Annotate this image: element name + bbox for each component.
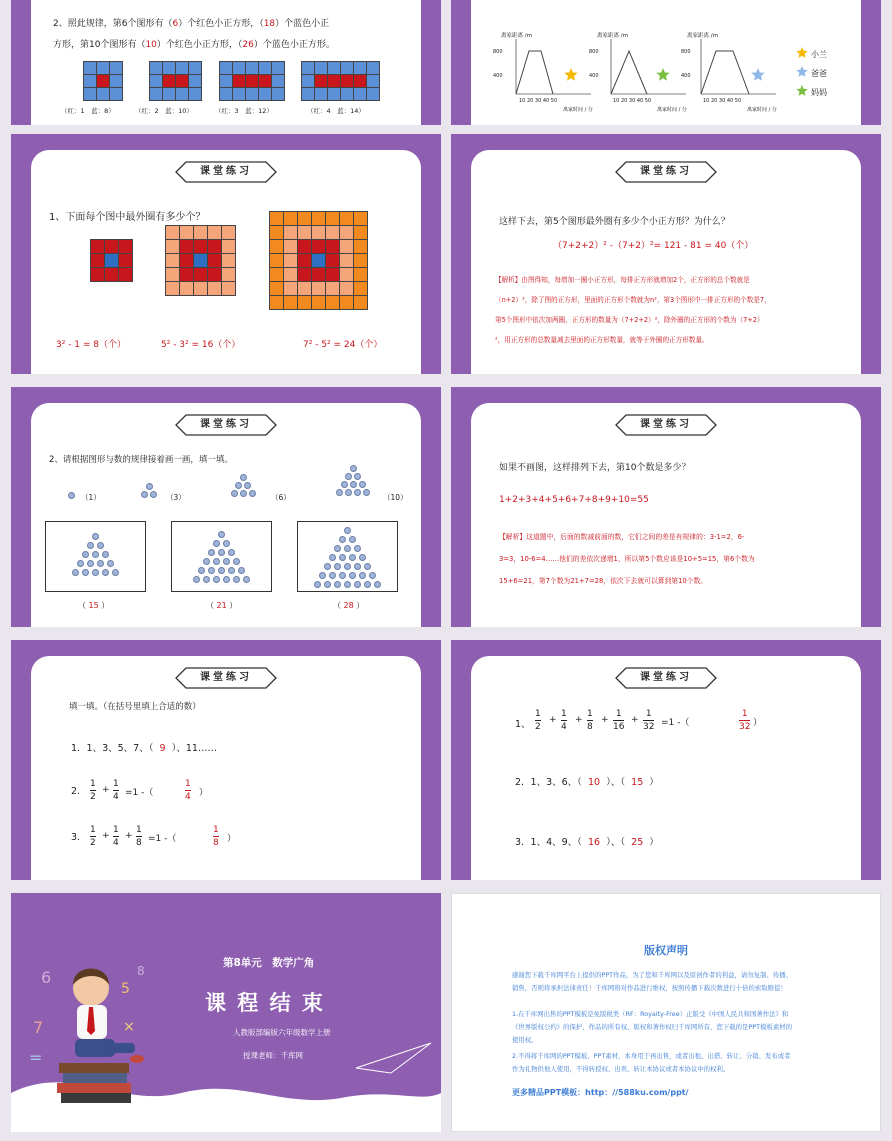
s9-teacher: 授课老师：千库网 [243,1051,303,1060]
triangle-15-dot [107,560,114,567]
triangle-28-dot [329,554,336,561]
slide-1 [11,0,441,125]
s7-eq: =1 -（ [148,834,177,844]
s10-p1-2: 销售，否则将承担法律责任！千库网将对作品进行维权，按照传播下载次数进行十倍的索取赔偿！ [512,984,787,992]
svg-text:8: 8 [137,964,145,978]
graph-2-xticks: 10 20 30 40 50 [613,98,652,104]
s8-q3: 3．1、4、9、（ 16 ）、（ 25 ） [515,837,659,848]
graph-1-ylabel: 离家距离 /m [501,33,532,39]
s5-answer-1: （ 15 ） [78,601,110,610]
s8-plus: + [631,715,639,725]
graph-1-y400: 400 [493,73,503,79]
triangle-1-dot [68,492,75,499]
triangle-15-dot [102,569,109,576]
s8-eq: =1 -（ [661,718,690,728]
triangle-15-dot [92,533,99,540]
s7-plus: + [102,785,110,795]
triangle-28-dot [334,563,341,570]
s8-section-tag [614,666,718,690]
triangle-21-dot [213,558,220,565]
s4-question: 这样下去，第5个图形最外圈有多少个小正方形？为什么？ [499,217,730,227]
triangle-28-dot [339,536,346,543]
triangle-15-dot [97,560,104,567]
graph-2-y400: 400 [589,73,599,79]
graph-3-line [701,51,749,94]
triangle-28-dot [364,563,371,570]
s7-q2-frac-2: 1 4 [113,779,119,802]
triangle-28-dot [354,545,361,552]
legend-mama: 妈妈 [811,88,827,97]
triangle-21-dot [198,567,205,574]
s8-close: ） [753,718,763,728]
s8-plus: + [575,715,583,725]
slide-7-card [31,656,421,880]
triangle-21-dot [208,567,215,574]
s10-p2-1: 1.在千库网出售的PPT模板是免版税类（RF：Royalty-Free）正版受《中国人民共和国著作法》和 [512,1010,789,1018]
graph-2-xlabel: 离家时间 / 分 [657,107,687,113]
s7-close: ） [199,788,209,798]
slide-4-card [471,150,861,374]
s5-question: 2、请根据图形与数的规律接着画一画，填一填。 [49,455,233,465]
square-figure-2 [165,225,236,296]
slide-3-card [31,150,421,374]
graph-1-y800: 800 [493,49,503,55]
s4-analysis-3: 第5个图形中依次加两圈，正方形的数量为（7+2+2）²，除外圈的正方形的个数为（7+2） [495,316,764,324]
s10-p1-1: 感谢您下载千库网平台上提供的PPT作品，为了您和千库网以及原创作者的利益，请勿复制、传播、 [512,971,793,979]
triangle-15-dot [102,551,109,558]
graph-1-star-icon [564,68,577,81]
graph-1-xticks: 10 20 30 40 50 [519,98,558,104]
graph-3-xlabel: 离家时间 / 分 [747,107,777,113]
s6-section-tag [614,413,718,437]
s1-line2: 方形，第10个图形有（10）个红色小正方形，（26）个蓝色小正方形。 [53,40,335,50]
triangle-28-dot [339,554,346,561]
triangle-6-dot [240,474,247,481]
s1-caption-4: （红：4 蓝：14） [307,107,365,115]
triangle-3-dot [146,483,153,490]
triangle-15-dot [97,542,104,549]
triangle-21-dot [233,558,240,565]
triangle-28-dot [349,536,356,543]
s7-q2-num: 2. [71,786,81,797]
s7-plus: + [102,831,110,841]
s8-plus: + [601,715,609,725]
s3-section-tag [174,160,278,184]
s6-formula: 1+2+3+4+5+6+7+8+9+10=55 [499,495,649,505]
s7-q2-answer: 1 4 [185,779,191,802]
s4-section-tag [614,160,718,184]
pattern-figure-1 [83,61,123,101]
slide-6 [451,387,881,627]
slide-2-card [471,0,861,125]
graph-3-star-icon [751,68,764,81]
graph-1-xlabel: 离家时间 / 分 [563,107,593,113]
triangle-10-dot [359,481,366,488]
triangle-28-dot [314,581,321,588]
triangle-15-dot [92,569,99,576]
slide-9 [11,893,441,1132]
triangle-10-dot [354,473,361,480]
triangle-21-dot [243,576,250,583]
s1-caption-2: （红：2 蓝：10） [135,107,193,115]
triangle-15-dot [87,560,94,567]
triangle-6-dot [235,482,242,489]
legend-baba-star-icon [796,66,807,77]
slide-4 [451,134,881,374]
triangle-28-dot [344,527,351,534]
triangle-21-dot [223,558,230,565]
slide-8-card [471,656,861,880]
graph-2-y800: 800 [589,49,599,55]
triangle-28-dot [359,554,366,561]
graph-2-ylabel: 离家距离 /m [597,33,628,39]
s10-p2-3: 使用权。 [512,1036,538,1044]
s1-caption-3: （红：3 蓝：12） [215,107,273,115]
triangle-15-dot [72,569,79,576]
triangle-28-dot [319,572,326,579]
s8-plus: + [549,715,557,725]
pattern-figure-3 [219,61,285,101]
triangle-6-dot [244,482,251,489]
s8-q1-answer: 1 32 [739,709,751,732]
triangle-21-dot [238,567,245,574]
s6-tag-label: 课堂练习 [640,419,692,430]
triangle-28-dot [344,545,351,552]
slide-6-card [471,403,861,627]
s7-q2-frac-1: 1 2 [90,779,96,802]
s7-section-tag [174,666,278,690]
slide-8 [451,640,881,880]
s10-p2-2: 《世界版权公约》的保护，作品的所有权、版权和著作权归千库网所有，您下载的是PPT模板素材的 [512,1023,793,1031]
triangle-21-dot [213,576,220,583]
s7-q3-frac-3: 1 8 [136,825,142,848]
s9-title: 课 程 结 束 [205,991,325,1015]
triangle-28-dot [344,563,351,570]
triangle-15-dot [77,560,84,567]
graph-3-y800: 800 [681,49,691,55]
triangle-28-dot [334,581,341,588]
triangle-28-dot [359,572,366,579]
s7-q3-num: 3. [71,832,81,843]
s5-label-10: （10） [383,493,408,502]
slide-7 [11,640,441,880]
s7-plus: + [125,831,133,841]
triangle-10-dot [345,473,352,480]
triangle-6-dot [240,490,247,497]
graph-2-line [611,51,647,94]
triangle-3-dot [150,491,157,498]
s8-frac-5: 1 32 [643,709,655,732]
triangle-21-dot [203,558,210,565]
triangle-6-dot [249,490,256,497]
s7-eq: =1 -（ [125,788,154,798]
s7-q1: 1．1、3、5、7、（ 9 ）、11…… [71,743,217,754]
triangle-10-dot [354,489,361,496]
legend-baba: 爸爸 [811,69,827,78]
triangle-21-dot [218,567,225,574]
legend-mama-star-icon [796,85,807,96]
triangle-10-dot [350,481,357,488]
s7-close: ） [227,834,237,844]
graph-3-y400: 400 [681,73,691,79]
s7-q3-answer: 1 8 [213,825,219,848]
s10-p3-1: 2.不得将千库网的PPT模板、PPT素材，本身用于再出售，或者出租、出借、转让、分销、发布或者 [512,1052,791,1060]
triangle-28-dot [324,581,331,588]
s5-label-6: （6） [271,493,291,502]
s3-tag-label: 课堂练习 [200,166,252,177]
s9-unit: 第8单元 数学广角 [223,957,315,969]
graph-3-xticks: 10 20 30 40 50 [703,98,742,104]
s5-section-tag [174,413,278,437]
s10-p3-2: 作为礼物供他人使用，不得转授权、出卖、转让本协议或者本协议中的权利。 [512,1065,730,1073]
s5-label-3: （3） [166,493,186,502]
triangle-21-dot [218,531,225,538]
triangle-15-dot [92,551,99,558]
s8-frac-3: 1 8 [587,709,593,732]
triangle-21-dot [203,576,210,583]
triangle-10-dot [350,465,357,472]
s8-q2: 2．1、3、6、（ 10 ）、（ 15 ） [515,777,659,788]
square-figure-1 [90,239,133,282]
triangle-15-dot [82,551,89,558]
triangle-10-dot [345,489,352,496]
s1-line1: 2、照此规律，第6个图形有（6）个红色小正方形，（18）个蓝色小正 [53,19,330,29]
svg-text:6: 6 [41,968,52,987]
legend-xiaolan-star-icon [796,47,807,58]
s7-q3-frac-1: 1 2 [90,825,96,848]
s8-frac-1: 1 2 [535,709,541,732]
triangle-21-dot [208,549,215,556]
graph-2-star-icon [656,68,669,81]
s8-frac-2: 1 4 [561,709,567,732]
s3-answer-3: 7² - 5² = 24（个） [303,340,383,350]
svg-text:7: 7 [33,1018,44,1037]
graph-3-ylabel: 离家距离 /m [687,33,718,39]
triangle-21-dot [228,567,235,574]
s7-tag-label: 课堂练习 [200,672,252,683]
s5-answer-2: （ 21 ） [206,601,238,610]
s7-intro: 填一填。（在括号里填上合适的数） [69,702,201,712]
legend-xiaolan: 小兰 [811,50,827,59]
triangle-21-dot [233,576,240,583]
triangle-21-dot [218,549,225,556]
s5-answer-3: （ 28 ） [333,601,365,610]
triangle-21-dot [223,540,230,547]
triangle-28-dot [339,572,346,579]
s10-more-link[interactable]: 更多精品PPT模板：http：//588ku.com/ppt/ [512,1088,689,1097]
triangle-28-dot [349,554,356,561]
s7-q3-frac-2: 1 4 [113,825,119,848]
slide-2 [451,0,881,125]
triangle-3-dot [141,491,148,498]
svg-text:=: = [29,1048,43,1067]
triangle-28-dot [349,572,356,579]
slide-10 [451,893,881,1132]
slide-5-card [31,403,421,627]
s6-question: 如果不画图，这样排列下去，第10个数是多少？ [499,463,691,473]
pattern-figure-4 [301,61,380,101]
s4-analysis-4: ²，用正方形的总数量减去里面的正方形数量，就等于外圈的正方形数量。 [495,336,709,344]
s5-label-1: （1） [81,493,101,502]
s3-question: 1、下面每个图中最外圈有多少个？ [49,212,206,223]
slide-3 [11,134,441,374]
triangle-28-dot [354,581,361,588]
s6-analysis-3: 15+6=21，第7个数为21+7=28，依次下去就可以算到第10个数。 [499,577,708,585]
triangle-10-dot [341,481,348,488]
triangle-28-dot [344,581,351,588]
triangle-10-dot [363,489,370,496]
slide-1-card [31,0,421,125]
s8-frac-4: 1 16 [613,709,625,732]
s8-q1-num: 1、 [515,719,531,730]
s4-tag-label: 课堂练习 [640,166,692,177]
triangle-10-dot [336,489,343,496]
s5-tag-label: 课堂练习 [200,419,252,430]
s6-analysis-1: 【解析】这道题中，后面的数减前面的数，它们之间的差是有规律的：3-1=2，6- [499,533,745,541]
triangle-15-dot [87,542,94,549]
triangle-21-dot [193,576,200,583]
triangle-28-dot [369,572,376,579]
s9-book: 人教版部编版六年级数学上册 [233,1028,331,1037]
triangle-21-dot [223,576,230,583]
s1-caption-1: （红：1 蓝：8） [61,107,115,115]
graph-1-line [516,51,553,94]
s4-analysis-1: 【解析】由图得知，每增加一圈小正方形，每排正方形就增加2个，正方形的总个数就是 [495,276,750,284]
s4-analysis-2: （n+2）²，除了图的正方形，里面的正方形个数就为n²，第3个图形中一排正方形的个数是7， [495,296,771,304]
triangle-28-dot [329,572,336,579]
triangle-28-dot [324,563,331,570]
s3-answer-2: 5² - 3² = 16（个） [161,340,241,350]
s10-title: 版权声明 [644,944,688,957]
svg-text:5: 5 [121,981,130,997]
triangle-15-dot [82,569,89,576]
s6-analysis-2: 3=3，10-6=4……他们的差依次递增1，所以第5个数应该是10+5=15，第6个数为 [499,555,755,563]
triangle-28-dot [354,563,361,570]
svg-text:×: × [123,1019,135,1035]
s3-answer-1: 3² - 1 = 8（个） [56,340,127,350]
triangle-28-dot [334,545,341,552]
triangle-28-dot [374,581,381,588]
slide-5 [11,387,441,627]
triangle-21-dot [213,540,220,547]
s4-formula: （7+2+2）² -（7+2）²= 121 - 81 = 40（个） [553,241,754,251]
pattern-figure-2 [149,61,202,101]
triangle-6-dot [231,490,238,497]
triangle-15-dot [112,569,119,576]
triangle-28-dot [364,581,371,588]
s8-tag-label: 课堂练习 [640,672,692,683]
triangle-21-dot [228,549,235,556]
square-figure-3 [269,211,368,310]
